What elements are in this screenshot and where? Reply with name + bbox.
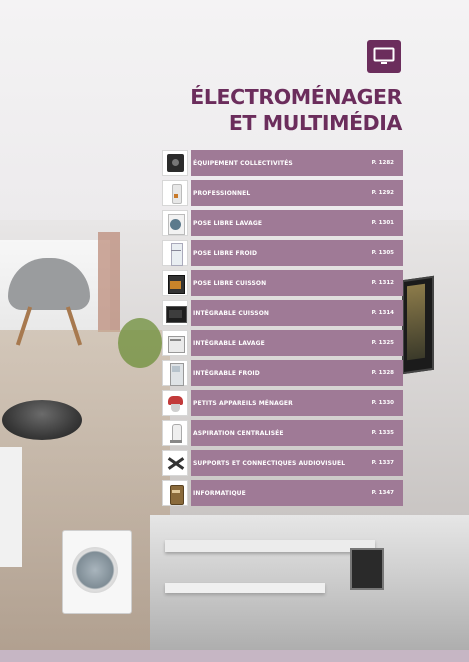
toc-page: P. 1337 xyxy=(371,460,394,466)
toc-page: P. 1330 xyxy=(371,400,394,406)
bottom-band xyxy=(0,650,469,662)
fridge-icon xyxy=(162,240,188,266)
toc-item-integrable-froid[interactable] xyxy=(162,360,403,386)
toc-page: P. 1347 xyxy=(371,490,394,496)
kitchen-counter xyxy=(165,540,375,552)
toc-bar xyxy=(191,210,403,236)
toc-bar xyxy=(191,480,403,506)
safe-icon xyxy=(162,150,188,176)
title-line-1: ÉLECTROMÉNAGER xyxy=(190,85,402,109)
dispenser-icon xyxy=(162,180,188,206)
toc-page: P. 1312 xyxy=(371,280,394,286)
tv-bracket-icon xyxy=(162,450,188,476)
toc-label: ASPIRATION CENTRALISÉE xyxy=(193,429,284,437)
title-line-2: ET MULTIMÉDIA xyxy=(228,111,402,135)
toc-bar xyxy=(191,270,403,296)
toc-label: INTÉGRABLE CUISSON xyxy=(193,309,270,317)
toc-label: SUPPORTS ET CONNECTIQUES AUDIOVISUEL xyxy=(193,459,346,467)
toc-page: P. 1282 xyxy=(371,160,394,166)
toc-label: POSE LIBRE LAVAGE xyxy=(193,219,263,227)
toc-item-integrable-lavage[interactable] xyxy=(162,330,403,356)
page-title xyxy=(190,84,402,136)
robot-vacuum-image xyxy=(2,400,82,440)
toc-page: P. 1335 xyxy=(371,430,394,436)
wall-tv-screen xyxy=(407,284,425,361)
washing-machine-door xyxy=(72,547,118,593)
toc-label: PROFESSIONNEL xyxy=(193,189,251,197)
toc-page: P. 1305 xyxy=(371,250,394,256)
toc-bar xyxy=(191,300,403,326)
toc-item-pose-libre-cuisson[interactable] xyxy=(162,270,403,296)
table-of-contents xyxy=(162,150,403,510)
toc-item-pose-libre-froid[interactable] xyxy=(162,240,403,266)
toc-bar xyxy=(191,150,403,176)
toc-bar xyxy=(191,450,403,476)
toc-page: P. 1292 xyxy=(371,190,394,196)
toc-item-professionnel[interactable] xyxy=(162,180,403,206)
toc-label: INFORMATIQUE xyxy=(193,489,246,497)
stove-icon xyxy=(162,270,188,296)
toc-bar xyxy=(191,240,403,266)
toc-item-aspiration-centralisee[interactable] xyxy=(162,420,403,446)
toc-label: ÉQUIPEMENT COLLECTIVITÉS xyxy=(193,159,293,167)
toc-page: P. 1314 xyxy=(371,310,394,316)
kitchen-shelf xyxy=(165,583,325,593)
toc-item-integrable-cuisson[interactable] xyxy=(162,300,403,326)
washing-machine-icon xyxy=(162,210,188,236)
toc-bar xyxy=(191,180,403,206)
toc-item-equipement-collectivites[interactable] xyxy=(162,150,403,176)
toc-label: PETITS APPAREILS MÉNAGER xyxy=(193,399,293,407)
printer-icon xyxy=(162,480,188,506)
toc-label: POSE LIBRE FROID xyxy=(193,249,258,257)
toc-page: P. 1325 xyxy=(371,340,394,346)
toc-page: P. 1301 xyxy=(371,220,394,226)
built-in-fridge-icon xyxy=(162,360,188,386)
built-in-oven-icon xyxy=(162,300,188,326)
toc-item-petits-appareils-menager[interactable] xyxy=(162,390,403,416)
background-brick-column xyxy=(98,232,120,332)
monitor-icon xyxy=(367,40,401,73)
toc-item-supports-et-connectiques-audiovisuel[interactable] xyxy=(162,450,403,476)
toc-bar xyxy=(191,420,403,446)
toc-label: INTÉGRABLE LAVAGE xyxy=(193,339,265,347)
stand-mixer-icon xyxy=(162,390,188,416)
toc-bar xyxy=(191,390,403,416)
background-cabinet xyxy=(0,447,22,567)
dishwasher-icon xyxy=(162,330,188,356)
toc-bar xyxy=(191,330,403,356)
toc-bar xyxy=(191,360,403,386)
toc-label: INTÉGRABLE FROID xyxy=(193,369,260,377)
toc-item-informatique[interactable] xyxy=(162,480,403,506)
plant-image xyxy=(118,318,162,368)
toc-label: POSE LIBRE CUISSON xyxy=(193,279,267,287)
kitchen-oven xyxy=(350,548,384,590)
toc-item-pose-libre-lavage[interactable] xyxy=(162,210,403,236)
toc-page: P. 1328 xyxy=(371,370,394,376)
vacuum-icon xyxy=(162,420,188,446)
